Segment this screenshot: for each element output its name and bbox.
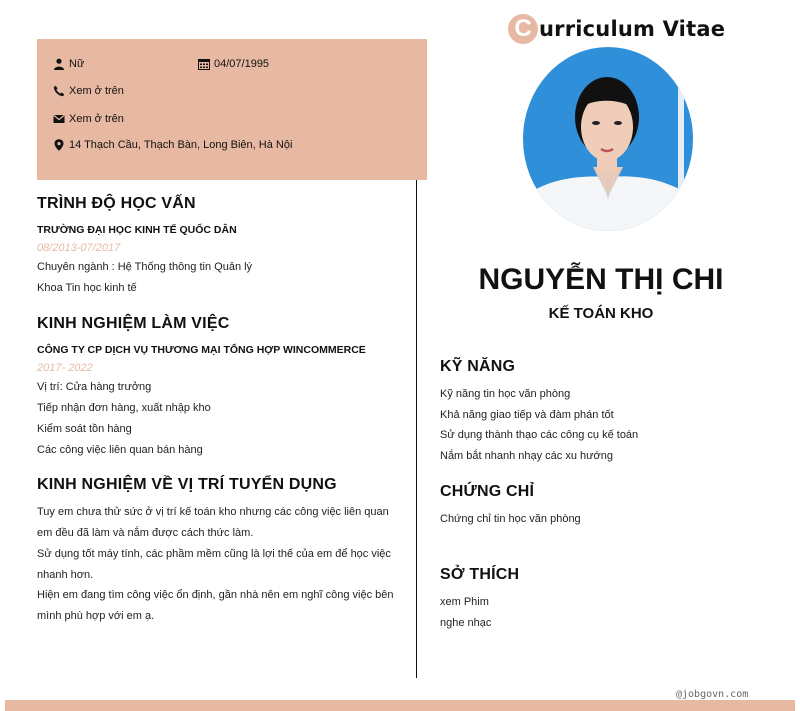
position-experience-paragraph: Tuy em chưa thử sức ở vị trí kế toán kho nhưng các công việc liên quan em đều đã làm và nắm được cách thức làm. <box>37 506 389 539</box>
gender-value: Nữ <box>69 58 85 70</box>
position-experience-paragraph: Sử dụng tốt máy tính, các phầm mềm cũng là lợi thế của em để học việc nhanh hơn. <box>37 548 391 581</box>
cv-header <box>508 14 725 44</box>
address-value: 14 Thạch Cầu, Thạch Bàn, Long Biên, Hà Nội <box>69 139 293 151</box>
phone-row <box>53 85 124 97</box>
column-divider <box>416 180 417 678</box>
calendar-icon <box>198 58 210 70</box>
position-experience-heading: KINH NGHIỆM VỀ VỊ TRÍ TUYỂN DỤNG <box>37 476 337 493</box>
hobbies-heading: SỞ THÍCH <box>440 566 520 583</box>
gender-row <box>53 58 84 70</box>
email-value: Xem ở trên <box>69 113 124 125</box>
person-icon <box>53 58 65 70</box>
experience-company: CÔNG TY CP DỊCH VỤ THƯƠNG MẠI TỔNG HỢP WINCOMMERCE <box>37 344 366 356</box>
education-heading: TRÌNH ĐỘ HỌC VẤN <box>37 195 196 212</box>
education-faculty: Khoa Tin học kinh tế <box>37 282 137 294</box>
experience-item: Tiếp nhận đơn hàng, xuất nhập kho <box>37 402 211 414</box>
contact-info-box <box>37 39 427 180</box>
cv-logo-letter: C <box>508 14 538 44</box>
skill-item: Sử dụng thành thạo các công cụ kế toán <box>440 429 639 441</box>
skills-heading: KỸ NĂNG <box>440 358 516 375</box>
hobby-item: nghe nhạc <box>440 617 492 629</box>
skill-item: Kỹ năng tin học văn phòng <box>440 388 571 400</box>
position-experience-paragraph: Hiện em đang tìm công việc ổn định, gần nhà nên em nghĩ công việc bên mình phù hợp với em ạ. <box>37 589 394 622</box>
watermark: @jobgovn.com <box>676 689 749 700</box>
cv-header-text: urriculum Vitae <box>539 17 726 41</box>
certificates-heading: CHỨNG CHỈ <box>440 483 535 500</box>
experience-item: Vị trí: Cửa hàng trưởng <box>37 381 152 393</box>
skill-item: Nắm bắt nhanh nhạy các xu hướng <box>440 450 613 462</box>
hobby-item: xem Phim <box>440 596 489 608</box>
location-pin-icon <box>53 139 65 151</box>
dob-value: 04/07/1995 <box>214 58 270 70</box>
dob-row <box>198 58 269 70</box>
experience-item: Các công việc liên quan bán hàng <box>37 444 203 456</box>
phone-icon <box>53 85 65 97</box>
profile-photo-illustration <box>523 47 693 231</box>
education-school: TRƯỜNG ĐẠI HỌC KINH TẾ QUỐC DÂN <box>37 224 237 236</box>
candidate-name: NGUYỄN THỊ CHI <box>478 263 724 296</box>
mail-icon <box>53 113 65 125</box>
phone-value: Xem ở trên <box>69 85 124 97</box>
education-major: Chuyên ngành : Hệ Thống thông tin Quản lý <box>37 261 253 273</box>
footer-bar <box>5 700 795 711</box>
education-period: 08/2013-07/2017 <box>37 242 121 254</box>
experience-period: 2017- 2022 <box>37 362 93 374</box>
email-row <box>53 113 124 125</box>
profile-photo <box>523 47 693 231</box>
job-title: KẾ TOÁN KHO <box>548 305 654 322</box>
experience-item: Kiểm soát tồn hàng <box>37 423 132 435</box>
address-row <box>53 139 292 151</box>
skill-item: Khả năng giao tiếp và đàm phán tốt <box>440 409 614 421</box>
experience-heading: KINH NGHIỆM LÀM VIỆC <box>37 315 230 332</box>
certificate-item: Chứng chỉ tin học văn phòng <box>440 513 581 525</box>
